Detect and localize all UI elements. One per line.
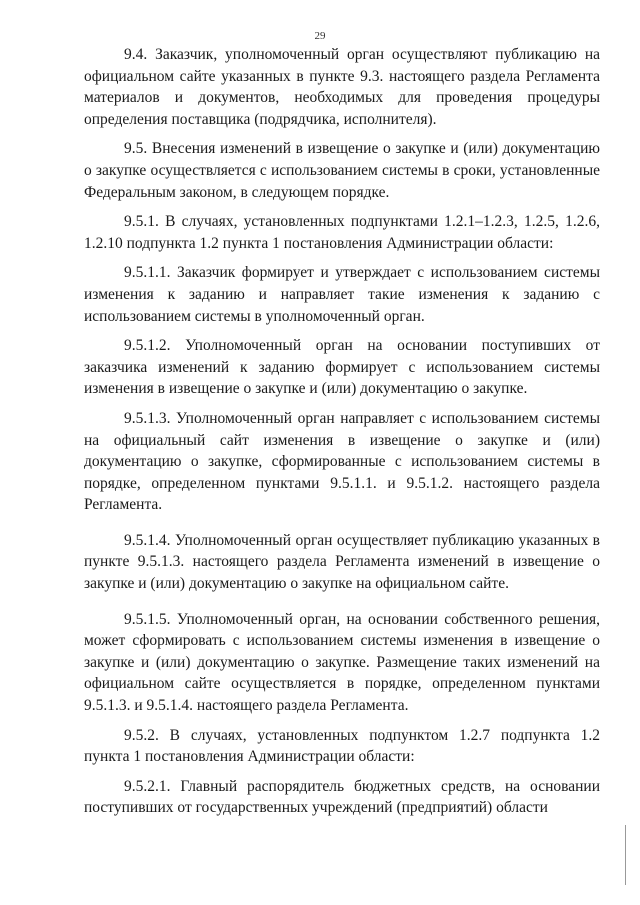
paragraph-9-5: 9.5. Внесения изменений в извещение о закупке и (или) документацию о закупке осуществляется с использованием системы в сроки, установленные Федеральным законом, в следующем порядке. <box>84 140 600 201</box>
paragraph-9-5-1-5: 9.5.1.5. Уполномоченный орган, на основании собственного решения, может сформировать с использованием системы изменения в извещение о закупке и (или) документацию о закупке. Размещение таких изменений на официальном сайте осуществляется в порядке, определенном пунктами 9.5.1.3. и 9.5.1.4. настоящего раздела Регламента. <box>84 610 600 715</box>
page-number: 29 <box>314 30 326 42</box>
paragraph-9-5-2-1: 9.5.2.1. Главный распорядитель бюджетных средств, на основании поступивших от государственных учреждений (предприятий) области <box>84 777 600 817</box>
paragraph-9-4: 9.4. Заказчик, уполномоченный орган осуществляют публикацию на официальном сайте указанных в пункте 9.3. настоящего раздела Регламента материалов и документов, необходимых для проведения процедуры определения поставщика (подрядчика, исполнителя). <box>84 46 600 128</box>
paragraph-9-5-1-3: 9.5.1.3. Уполномоченный орган направляет с использованием системы на официальный сайт изменения в извещение о закупке и (или) документацию о закупке, сформированные с использованием системы в порядке, определенном пунктами 9.5.1.1. и 9.5.1.2. настоящего раздела Регламента. <box>84 409 600 514</box>
scan-edge-mark <box>625 825 626 885</box>
paragraph-9-5-1-2: 9.5.1.2. Уполномоченный орган на основании поступивших от заказчика изменений к заданию формирует с использованием системы изменения в извещение о закупке и (или) документацию о закупке. <box>84 337 600 398</box>
paragraph-9-5-1-4: 9.5.1.4. Уполномоченный орган осуществляет публикацию указанных в пункте 9.5.1.3. настоящего раздела Регламента изменений в извещение о закупке и (или) документацию о закупке на официальном сайте. <box>84 531 600 593</box>
paragraph-9-5-1: 9.5.1. В случаях, установленных подпунктами 1.2.1–1.2.3, 1.2.5, 1.2.6, 1.2.10 подпункта 1.2 пункта 1 постановления Администрации области: <box>84 213 600 252</box>
paragraph-9-5-1-1: 9.5.1.1. Заказчик формирует и утверждает с использованием системы изменения к заданию и направляет такие изменения к заданию с использованием системы в уполномоченный орган. <box>84 264 600 325</box>
document-body <box>84 44 600 827</box>
paragraph-9-5-2: 9.5.2. В случаях, установленных подпунктом 1.2.7 подпункта 1.2 пункта 1 постановления Администрации области: <box>84 726 600 766</box>
